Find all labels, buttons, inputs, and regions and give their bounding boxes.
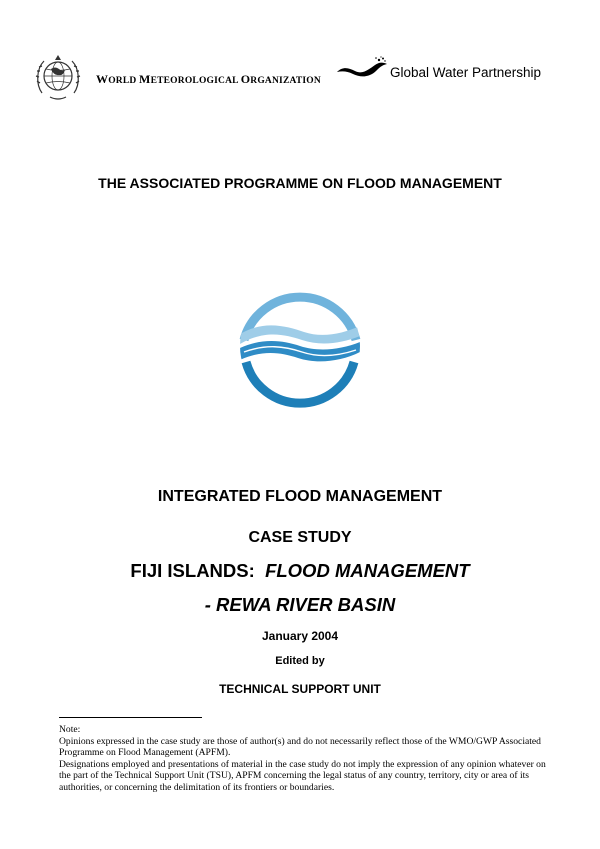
gwp-logo-icon [335, 56, 389, 82]
rewa-river-basin-title: - REWA RIVER BASIN [204, 594, 396, 615]
gwp-organization-name: Global Water Partnership [390, 65, 542, 80]
integrated-flood-management-title: INTEGRATED FLOOD MANAGEMENT [157, 488, 443, 505]
publication-date: January 2004 [261, 629, 339, 643]
fiji-islands-title [0, 560, 600, 582]
apfm-logo-icon [236, 282, 364, 410]
footnote-label: Note: [59, 724, 81, 735]
edited-by-label: Edited by [275, 655, 325, 667]
footnote-divider [59, 717, 202, 718]
fiji-title-italic: FLOOD MANAGEMENT [265, 560, 470, 581]
footnote-paragraph-1: Opinions expressed in the case study are those of author(s) and do not necessarily reflect those of the WMO/GWP Associated Programme on Flood Management (APFM). [59, 735, 541, 759]
wmo-organization-name: WORLD METEOROLOGICAL ORGANIZATION [96, 72, 321, 86]
footnote-paragraph-2: Designations employed and presentations of material in the case study do not imply the expression of any opinion whatever on the part of the Technical Support Unit (TSU), APFM concerning the legal status of any country, territory, city or area of its authorities, or concerning the delimitation of its frontiers or boundaries. [59, 758, 546, 793]
fiji-title-prefix: FIJI ISLANDS: [130, 560, 255, 581]
footnote [59, 724, 549, 794]
programme-title: THE ASSOCIATED PROGRAMME ON FLOOD MANAGEMENT [98, 175, 502, 191]
case-study-heading: CASE STUDY [248, 529, 352, 546]
wmo-emblem-icon [34, 53, 82, 101]
technical-support-unit: TECHNICAL SUPPORT UNIT [219, 682, 381, 696]
